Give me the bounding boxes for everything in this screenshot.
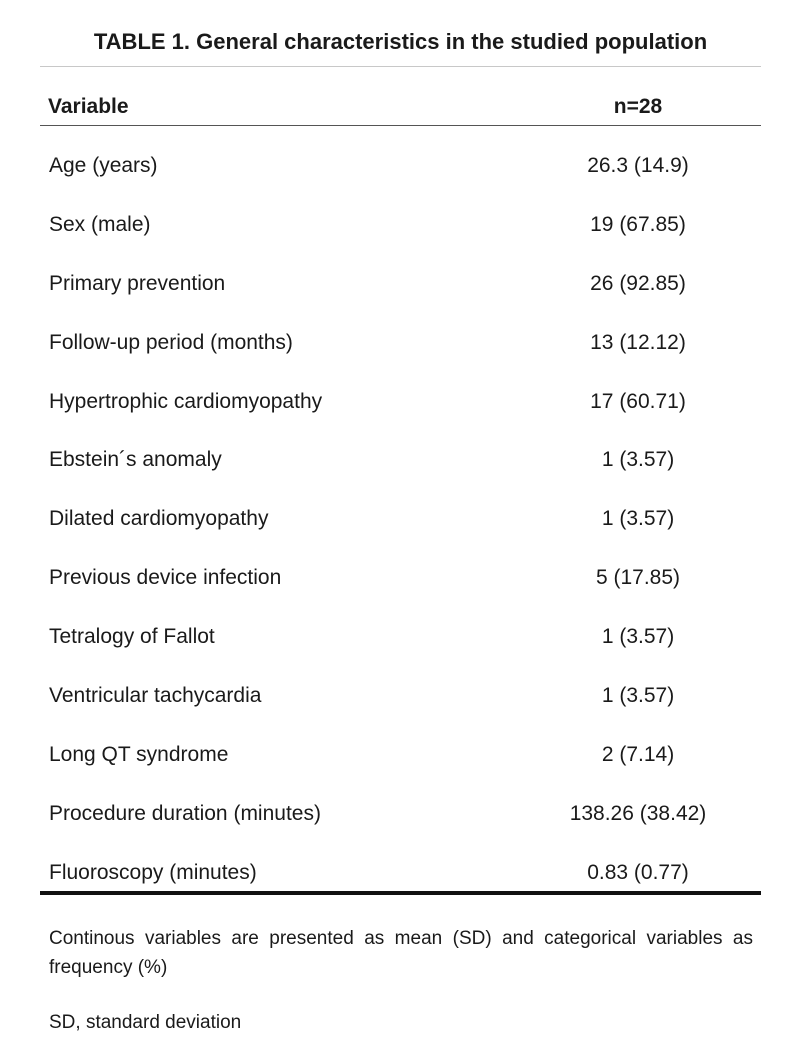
row-value: 17 (60.71)	[590, 389, 686, 413]
row-variable: Ventricular tachycardia	[49, 684, 262, 708]
row-value: 138.26 (38.42)	[569, 801, 707, 825]
table-row	[40, 374, 761, 433]
row-variable: Follow-up period (months)	[49, 330, 293, 354]
footnote-variables: Continous variables are presented as mean (SD) and categorical variables as frequency (%)	[49, 928, 753, 978]
row-value: 1 (3.57)	[601, 448, 675, 472]
table-row	[40, 727, 761, 786]
row-value: 0.83 (0.77)	[587, 860, 689, 884]
top-divider	[40, 66, 761, 67]
table-row	[40, 432, 761, 491]
row-value: 1 (3.57)	[601, 507, 675, 531]
row-value: 13 (12.12)	[590, 330, 686, 354]
bottom-divider	[40, 891, 761, 895]
row-variable: Sex (male)	[49, 212, 151, 236]
row-variable: Fluoroscopy (minutes)	[49, 860, 257, 884]
row-variable: Hypertrophic cardiomyopathy	[49, 389, 323, 413]
table-row	[40, 668, 761, 727]
table-row	[40, 256, 761, 315]
row-variable: Tetralogy of Fallot	[49, 625, 215, 649]
table-row	[40, 491, 761, 550]
row-variable: Ebstein´s anomaly	[49, 448, 222, 472]
row-value: 19 (67.85)	[590, 212, 686, 236]
row-value: 26.3 (14.9)	[587, 154, 689, 177]
row-value: 1 (3.57)	[601, 625, 675, 649]
row-variable: Previous device infection	[49, 566, 282, 590]
table-title: TABLE 1. General characteristics in the studied population	[93, 29, 708, 54]
row-value: 1 (3.57)	[601, 684, 675, 708]
table-row	[40, 609, 761, 668]
table-row	[40, 138, 761, 197]
header-n: n=28	[613, 95, 663, 118]
row-variable: Long QT syndrome	[49, 742, 229, 766]
row-variable: Procedure duration (minutes)	[49, 801, 321, 825]
row-variable: Dilated cardiomyopathy	[49, 507, 269, 531]
row-value: 2 (7.14)	[601, 742, 675, 766]
row-value: 26 (92.85)	[590, 271, 686, 295]
table-row	[40, 550, 761, 609]
footnote-abbreviation: SD, standard deviation	[49, 1012, 242, 1033]
table-row	[40, 197, 761, 256]
table-row	[40, 786, 761, 845]
table-body	[40, 138, 761, 904]
header-variable: Variable	[48, 95, 129, 118]
row-value: 5 (17.85)	[595, 566, 681, 590]
row-variable: Primary prevention	[49, 271, 226, 295]
table-row	[40, 315, 761, 374]
table-header-row	[40, 90, 761, 126]
header-divider	[40, 125, 761, 126]
row-variable: Age (years)	[49, 154, 158, 177]
